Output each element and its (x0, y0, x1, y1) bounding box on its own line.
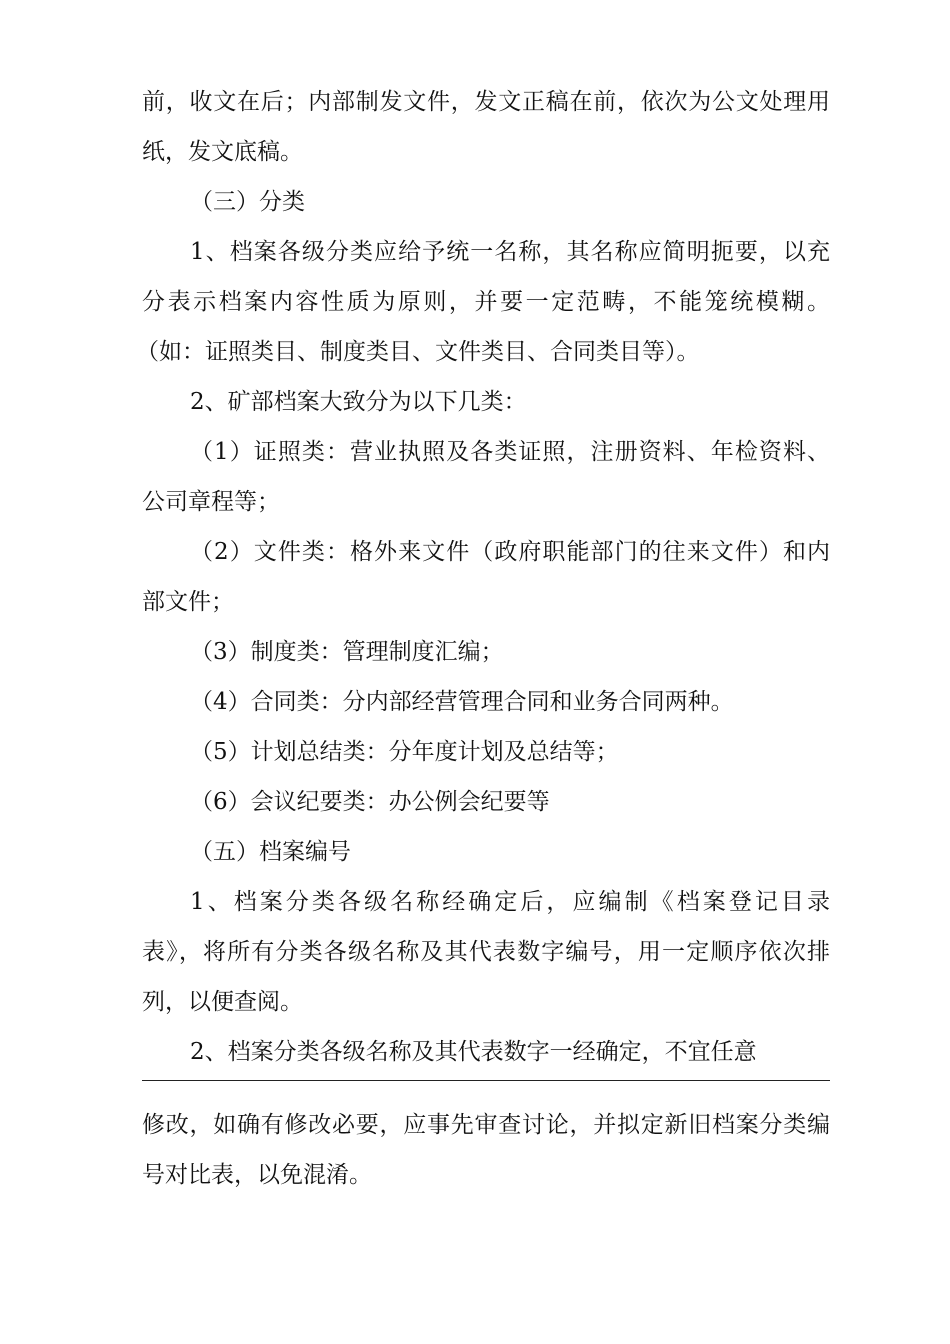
body-line: 纸，发文底稿。 (142, 139, 303, 165)
body-line: 部文件； (142, 589, 234, 615)
body-line: 1、档案各级分类应给予统一名称，其名称应简明扼要，以充 (190, 239, 830, 265)
list-item: （1）证照类：营业执照及各类证照，注册资料、年检资料、 (190, 439, 830, 465)
body-line: 公司章程等； (142, 489, 280, 515)
body-line: 分表示档案内容性质为原则，并要一定范畴，不能笼统模糊。 (142, 289, 830, 315)
list-item: （4）合同类：分内部经营管理合同和业务合同两种。 (190, 689, 734, 715)
body-line: 列，以便查阅。 (142, 989, 303, 1015)
body-line: 表》，将所有分类各级名称及其代表数字编号，用一定顺序依次排 (142, 939, 830, 965)
section-heading: （五）档案编号 (190, 839, 351, 865)
section-heading: （三）分类 (190, 189, 305, 215)
body-line: 2、档案分类各级名称及其代表数字一经确定，不宜任意 (190, 1039, 757, 1065)
list-item: （5）计划总结类：分年度计划及总结等； (190, 739, 619, 765)
list-item: （3）制度类：管理制度汇编； (190, 639, 504, 665)
list-item: （6）会议纪要类：办公例会纪要等 (190, 789, 550, 815)
page-divider (142, 1080, 830, 1081)
body-line: （如：证照类目、制度类目、文件类目、合同类目等）。 (136, 339, 700, 365)
continuation-line: 号对比表，以免混淆。 (142, 1162, 372, 1188)
continuation-line: 修改，如确有修改必要，应事先审查讨论，并拟定新旧档案分类编 (142, 1112, 830, 1138)
body-line: 1、档案分类各级名称经确定后，应编制《档案登记目录 (190, 889, 830, 915)
body-line: 2、矿部档案大致分为以下几类： (190, 389, 527, 415)
body-line: 前，收文在后；内部制发文件，发文正稿在前，依次为公文处理用 (142, 89, 830, 115)
list-item: （2）文件类：格外来文件（政府职能部门的往来文件）和内 (190, 539, 830, 565)
